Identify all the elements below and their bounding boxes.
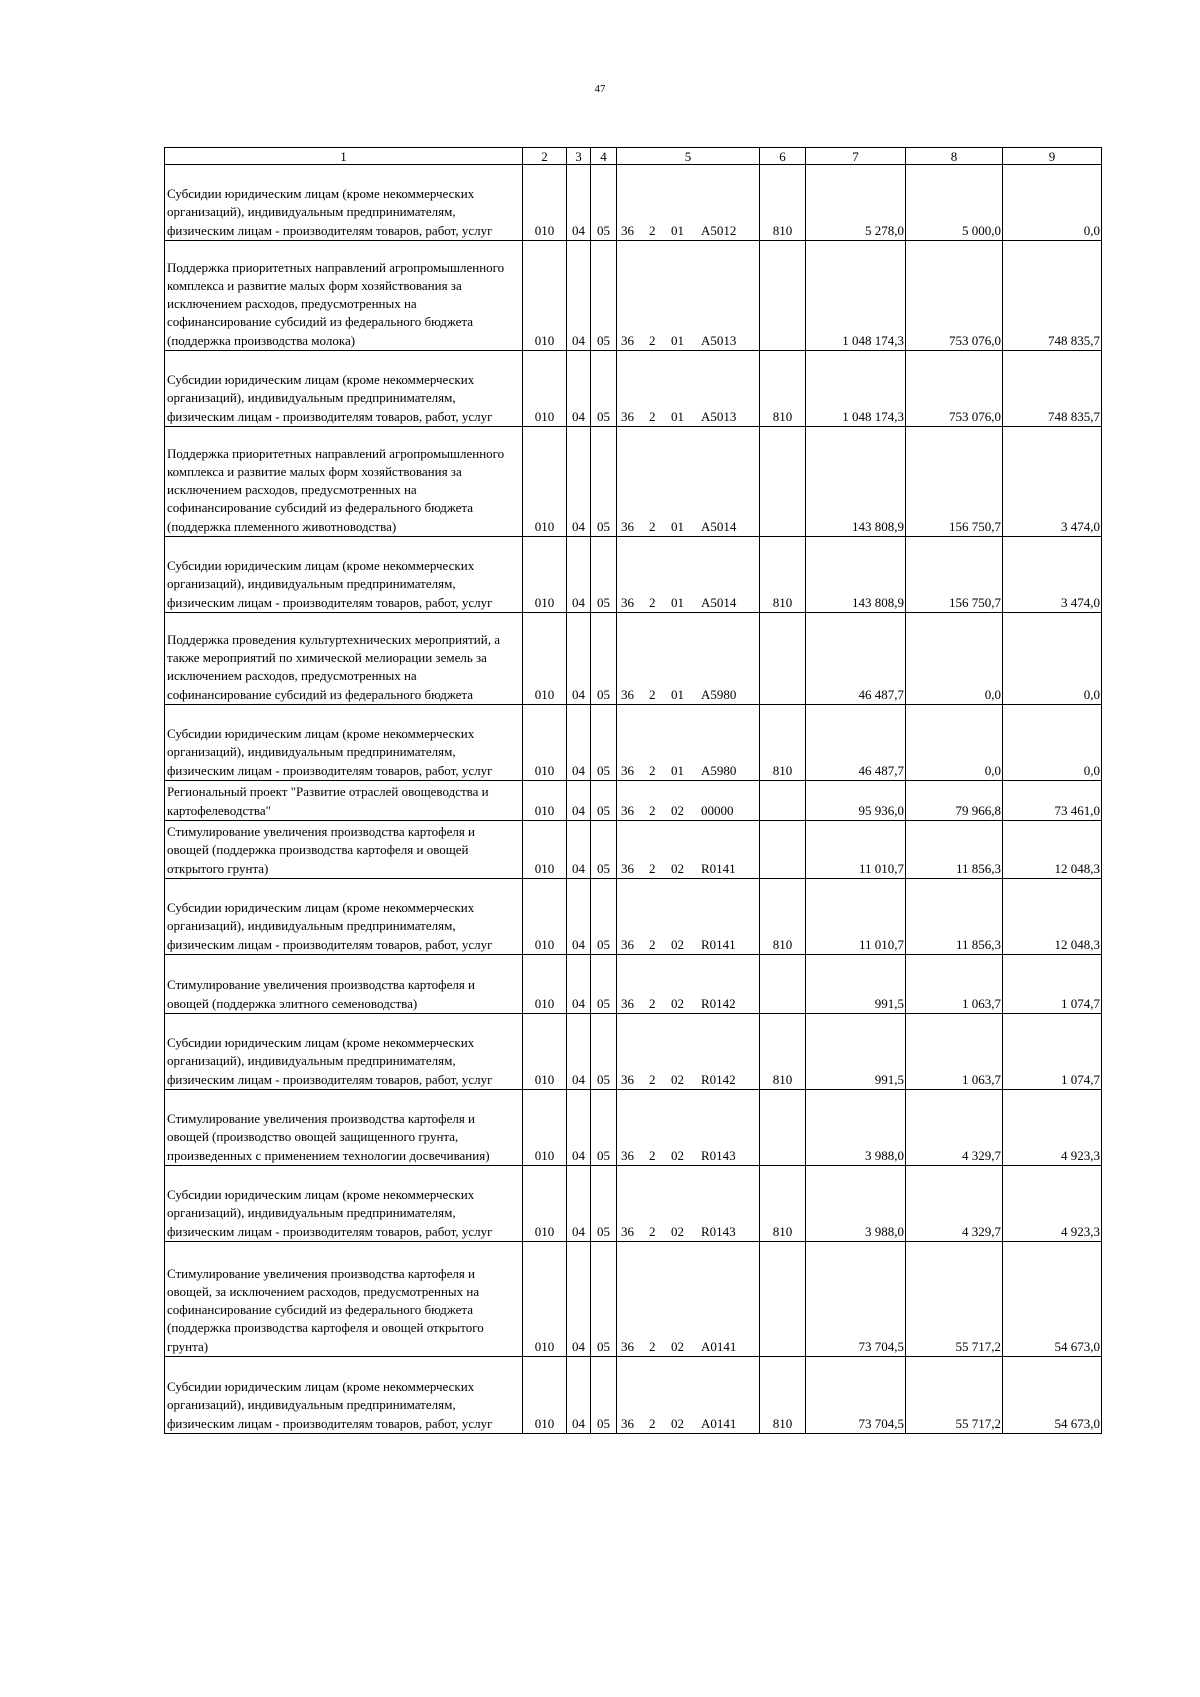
direction-code: A5980 (701, 687, 737, 702)
cell-amount-year-1: 46 487,7 (806, 613, 906, 705)
cell-amount-year-1: 1 048 174,3 (806, 351, 906, 427)
table-row (165, 613, 1102, 705)
project-code: 02 (671, 1416, 684, 1431)
target-code (617, 995, 759, 1013)
cell-amount-year-1: 1 048 174,3 (806, 241, 906, 351)
project-code: 01 (671, 333, 684, 348)
cell-amount-year-3: 0,0 (1003, 613, 1102, 705)
cell-subsection-2: 05 (591, 537, 617, 613)
program-code: 36 (621, 1224, 634, 1239)
target-code (617, 1415, 759, 1433)
cell-subsection-2: 05 (591, 821, 617, 879)
cell-target-code (617, 821, 760, 879)
row-name: Субсидии юридическим лицам (кроме некоммерческих организаций), индивидуальным предпринимателям, физическим лицам - производителям товаров, работ, услуг (165, 879, 523, 955)
cell-amount-year-2: 156 750,7 (906, 427, 1003, 537)
cell-amount-year-3: 748 835,7 (1003, 241, 1102, 351)
program-code: 36 (621, 763, 634, 778)
table-row (165, 1090, 1102, 1166)
cell-amount-year-3: 3 474,0 (1003, 537, 1102, 613)
cell-target-code (617, 1242, 760, 1357)
cell-amount-year-3: 3 474,0 (1003, 427, 1102, 537)
cell-target-code (617, 781, 760, 821)
project-code: 02 (671, 803, 684, 818)
row-name: Субсидии юридическим лицам (кроме некоммерческих организаций), индивидуальным предпринимателям, физическим лицам - производителям товаров, работ, услуг (165, 1014, 523, 1090)
cell-target-code (617, 1090, 760, 1166)
cell-expense-type (760, 1090, 806, 1166)
cell-section: 010 (523, 1357, 567, 1434)
row-name: Субсидии юридическим лицам (кроме некоммерческих организаций), индивидуальным предпринимателям, физическим лицам - производителям товаров, работ, услуг (165, 351, 523, 427)
header-cell-3: 3 (567, 148, 591, 165)
direction-code: A5014 (701, 595, 737, 610)
cell-subsection: 04 (567, 705, 591, 781)
cell-subsection: 04 (567, 955, 591, 1014)
cell-amount-year-3: 748 835,7 (1003, 351, 1102, 427)
cell-amount-year-3: 0,0 (1003, 705, 1102, 781)
cell-subsection: 04 (567, 781, 591, 821)
subprogram-code: 2 (649, 1224, 656, 1239)
cell-amount-year-2: 156 750,7 (906, 537, 1003, 613)
target-code (617, 594, 759, 612)
cell-amount-year-1: 991,5 (806, 1014, 906, 1090)
cell-section: 010 (523, 537, 567, 613)
target-code (617, 860, 759, 878)
cell-amount-year-1: 143 808,9 (806, 427, 906, 537)
cell-amount-year-3: 1 074,7 (1003, 1014, 1102, 1090)
header-cell-8: 8 (906, 148, 1003, 165)
row-name: Региональный проект "Развитие отраслей овощеводства и картофелеводства" (165, 781, 523, 821)
direction-code: A0141 (701, 1339, 737, 1354)
direction-code: A5013 (701, 409, 737, 424)
direction-code: 00000 (701, 803, 734, 818)
direction-code: A5014 (701, 519, 737, 534)
cell-amount-year-2: 1 063,7 (906, 1014, 1003, 1090)
direction-code: A5980 (701, 763, 737, 778)
cell-target-code (617, 427, 760, 537)
cell-amount-year-1: 46 487,7 (806, 705, 906, 781)
cell-expense-type (760, 613, 806, 705)
subprogram-code: 2 (649, 519, 656, 534)
table-row (165, 879, 1102, 955)
table-row (165, 427, 1102, 537)
cell-amount-year-2: 55 717,2 (906, 1357, 1003, 1434)
cell-expense-type: 810 (760, 165, 806, 241)
cell-subsection-2: 05 (591, 705, 617, 781)
cell-subsection-2: 05 (591, 427, 617, 537)
cell-target-code (617, 705, 760, 781)
program-code: 36 (621, 409, 634, 424)
row-name: Субсидии юридическим лицам (кроме некоммерческих организаций), индивидуальным предпринимателям, физическим лицам - производителям товаров, работ, услуг (165, 1166, 523, 1242)
project-code: 02 (671, 1339, 684, 1354)
row-name: Субсидии юридическим лицам (кроме некоммерческих организаций), индивидуальным предпринимателям, физическим лицам - производителям товаров, работ, услуг (165, 537, 523, 613)
row-name: Субсидии юридическим лицам (кроме некоммерческих организаций), индивидуальным предпринимателям, физическим лицам - производителям товаров, работ, услуг (165, 705, 523, 781)
cell-subsection: 04 (567, 613, 591, 705)
cell-subsection: 04 (567, 1014, 591, 1090)
subprogram-code: 2 (649, 409, 656, 424)
target-code (617, 802, 759, 820)
header-cell-4: 4 (591, 148, 617, 165)
cell-subsection-2: 05 (591, 1014, 617, 1090)
cell-subsection-2: 05 (591, 955, 617, 1014)
target-code (617, 936, 759, 954)
cell-amount-year-2: 1 063,7 (906, 955, 1003, 1014)
cell-amount-year-1: 3 988,0 (806, 1166, 906, 1242)
program-code: 36 (621, 595, 634, 610)
cell-subsection: 04 (567, 821, 591, 879)
cell-subsection-2: 05 (591, 241, 617, 351)
cell-target-code (617, 241, 760, 351)
row-name: Поддержка приоритетных направлений агропромышленного комплекса и развитие малых форм хозяйствования за исключением расходов, предусмотренных на софинансирование субсидий из федерального бюджета (поддержка племенного животноводства) (165, 427, 523, 537)
program-code: 36 (621, 1416, 634, 1431)
cell-amount-year-2: 753 076,0 (906, 241, 1003, 351)
cell-section: 010 (523, 1090, 567, 1166)
cell-amount-year-2: 0,0 (906, 705, 1003, 781)
cell-amount-year-3: 12 048,3 (1003, 879, 1102, 955)
cell-subsection-2: 05 (591, 781, 617, 821)
target-code (617, 1223, 759, 1241)
cell-section: 010 (523, 821, 567, 879)
program-code: 36 (621, 687, 634, 702)
subprogram-code: 2 (649, 1339, 656, 1354)
cell-amount-year-2: 4 329,7 (906, 1090, 1003, 1166)
subprogram-code: 2 (649, 803, 656, 818)
program-code: 36 (621, 861, 634, 876)
cell-section: 010 (523, 1242, 567, 1357)
cell-subsection-2: 05 (591, 1357, 617, 1434)
cell-section: 010 (523, 879, 567, 955)
table-row (165, 1014, 1102, 1090)
cell-subsection: 04 (567, 1090, 591, 1166)
direction-code: R0143 (701, 1148, 736, 1163)
cell-expense-type (760, 955, 806, 1014)
cell-section: 010 (523, 165, 567, 241)
row-name: Поддержка приоритетных направлений агропромышленного комплекса и развитие малых форм хозяйствования за исключением расходов, предусмотренных на софинансирование субсидий из федерального бюджета (поддержка производства молока) (165, 241, 523, 351)
cell-target-code (617, 1014, 760, 1090)
direction-code: R0142 (701, 1072, 736, 1087)
budget-table (164, 147, 1102, 1434)
table-row (165, 955, 1102, 1014)
direction-code: A5013 (701, 333, 737, 348)
cell-expense-type (760, 241, 806, 351)
program-code: 36 (621, 1148, 634, 1163)
target-code (617, 1147, 759, 1165)
cell-amount-year-1: 991,5 (806, 955, 906, 1014)
cell-subsection: 04 (567, 879, 591, 955)
cell-section: 010 (523, 781, 567, 821)
cell-amount-year-2: 0,0 (906, 613, 1003, 705)
cell-target-code (617, 537, 760, 613)
header-cell-5: 5 (617, 148, 760, 165)
cell-section: 010 (523, 1166, 567, 1242)
target-code (617, 1338, 759, 1356)
project-code: 01 (671, 595, 684, 610)
program-code: 36 (621, 1339, 634, 1354)
cell-target-code (617, 1166, 760, 1242)
table-row (165, 781, 1102, 821)
target-code (617, 686, 759, 704)
target-code (617, 408, 759, 426)
cell-subsection: 04 (567, 1357, 591, 1434)
cell-subsection-2: 05 (591, 1090, 617, 1166)
project-code: 02 (671, 861, 684, 876)
cell-target-code (617, 1357, 760, 1434)
project-code: 02 (671, 1072, 684, 1087)
cell-target-code (617, 955, 760, 1014)
header-cell-2: 2 (523, 148, 567, 165)
cell-amount-year-1: 11 010,7 (806, 821, 906, 879)
cell-expense-type: 810 (760, 879, 806, 955)
row-name: Поддержка проведения культуртехнических мероприятий, а также мероприятий по химической мелиорации земель за исключением расходов, предусмотренных на софинансирование субсидий из федерального бюджета (165, 613, 523, 705)
cell-subsection-2: 05 (591, 165, 617, 241)
cell-expense-type (760, 781, 806, 821)
cell-section: 010 (523, 241, 567, 351)
table-row (165, 1166, 1102, 1242)
cell-amount-year-1: 73 704,5 (806, 1242, 906, 1357)
cell-amount-year-2: 79 966,8 (906, 781, 1003, 821)
table-row (165, 165, 1102, 241)
target-code (617, 518, 759, 536)
project-code: 01 (671, 763, 684, 778)
cell-amount-year-1: 73 704,5 (806, 1357, 906, 1434)
project-code: 02 (671, 1224, 684, 1239)
header-cell-6: 6 (760, 148, 806, 165)
cell-amount-year-1: 5 278,0 (806, 165, 906, 241)
table-body (165, 148, 1102, 1434)
cell-amount-year-3: 54 673,0 (1003, 1242, 1102, 1357)
cell-amount-year-1: 11 010,7 (806, 879, 906, 955)
subprogram-code: 2 (649, 223, 656, 238)
cell-section: 010 (523, 613, 567, 705)
cell-expense-type: 810 (760, 537, 806, 613)
cell-amount-year-2: 11 856,3 (906, 879, 1003, 955)
cell-amount-year-2: 55 717,2 (906, 1242, 1003, 1357)
cell-section: 010 (523, 351, 567, 427)
cell-expense-type (760, 821, 806, 879)
header-cell-7: 7 (806, 148, 906, 165)
project-code: 01 (671, 687, 684, 702)
cell-subsection-2: 05 (591, 1166, 617, 1242)
cell-expense-type: 810 (760, 1357, 806, 1434)
program-code: 36 (621, 519, 634, 534)
cell-subsection: 04 (567, 241, 591, 351)
cell-target-code (617, 165, 760, 241)
target-code (617, 762, 759, 780)
subprogram-code: 2 (649, 763, 656, 778)
project-code: 01 (671, 223, 684, 238)
direction-code: R0141 (701, 937, 736, 952)
direction-code: A5012 (701, 223, 737, 238)
target-code (617, 222, 759, 240)
project-code: 01 (671, 519, 684, 534)
row-name: Субсидии юридическим лицам (кроме некоммерческих организаций), индивидуальным предпринимателям, физическим лицам - производителям товаров, работ, услуг (165, 1357, 523, 1434)
table-row (165, 1242, 1102, 1357)
project-code: 02 (671, 996, 684, 1011)
direction-code: R0143 (701, 1224, 736, 1239)
cell-subsection: 04 (567, 1242, 591, 1357)
cell-section: 010 (523, 427, 567, 537)
cell-amount-year-1: 95 936,0 (806, 781, 906, 821)
direction-code: A0141 (701, 1416, 737, 1431)
program-code: 36 (621, 996, 634, 1011)
cell-section: 010 (523, 1014, 567, 1090)
cell-expense-type (760, 427, 806, 537)
cell-expense-type: 810 (760, 705, 806, 781)
cell-target-code (617, 879, 760, 955)
subprogram-code: 2 (649, 1416, 656, 1431)
program-code: 36 (621, 1072, 634, 1087)
cell-amount-year-1: 3 988,0 (806, 1090, 906, 1166)
cell-expense-type: 810 (760, 351, 806, 427)
program-code: 36 (621, 937, 634, 952)
project-code: 02 (671, 1148, 684, 1163)
table-row (165, 537, 1102, 613)
cell-amount-year-2: 4 329,7 (906, 1166, 1003, 1242)
cell-amount-year-1: 143 808,9 (806, 537, 906, 613)
cell-amount-year-3: 54 673,0 (1003, 1357, 1102, 1434)
direction-code: R0141 (701, 861, 736, 876)
program-code: 36 (621, 803, 634, 818)
project-code: 01 (671, 409, 684, 424)
cell-amount-year-3: 12 048,3 (1003, 821, 1102, 879)
direction-code: R0142 (701, 996, 736, 1011)
target-code (617, 332, 759, 350)
row-name: Стимулирование увеличения производства картофеля и овощей, за исключением расходов, предусмотренных на софинансирование субсидий из федерального бюджета (поддержка производства картофеля и овощей открытого грунта) (165, 1242, 523, 1357)
subprogram-code: 2 (649, 861, 656, 876)
cell-subsection-2: 05 (591, 879, 617, 955)
cell-subsection: 04 (567, 537, 591, 613)
program-code: 36 (621, 223, 634, 238)
cell-section: 010 (523, 705, 567, 781)
cell-amount-year-3: 4 923,3 (1003, 1090, 1102, 1166)
cell-subsection: 04 (567, 427, 591, 537)
cell-expense-type: 810 (760, 1166, 806, 1242)
table-row (165, 1357, 1102, 1434)
cell-expense-type: 810 (760, 1014, 806, 1090)
subprogram-code: 2 (649, 595, 656, 610)
header-cell-9: 9 (1003, 148, 1102, 165)
table-row (165, 705, 1102, 781)
subprogram-code: 2 (649, 996, 656, 1011)
cell-subsection: 04 (567, 1166, 591, 1242)
subprogram-code: 2 (649, 687, 656, 702)
row-name: Субсидии юридическим лицам (кроме некоммерческих организаций), индивидуальным предпринимателям, физическим лицам - производителям товаров, работ, услуг (165, 165, 523, 241)
cell-amount-year-2: 11 856,3 (906, 821, 1003, 879)
table-row (165, 821, 1102, 879)
header-cell-1: 1 (165, 148, 523, 165)
table-row (165, 351, 1102, 427)
cell-section: 010 (523, 955, 567, 1014)
cell-subsection: 04 (567, 165, 591, 241)
cell-amount-year-3: 73 461,0 (1003, 781, 1102, 821)
cell-target-code (617, 613, 760, 705)
cell-expense-type (760, 1242, 806, 1357)
program-code: 36 (621, 333, 634, 348)
row-name: Стимулирование увеличения производства картофеля и овощей (поддержка производства картофеля и овощей открытого грунта) (165, 821, 523, 879)
row-name: Стимулирование увеличения производства картофеля и овощей (производство овощей защищенного грунта, произведенных с применением технологии досвечивания) (165, 1090, 523, 1166)
subprogram-code: 2 (649, 333, 656, 348)
row-name: Стимулирование увеличения производства картофеля и овощей (поддержка элитного семеноводства) (165, 955, 523, 1014)
cell-target-code (617, 351, 760, 427)
header-row (165, 148, 1102, 165)
cell-subsection-2: 05 (591, 613, 617, 705)
cell-amount-year-3: 1 074,7 (1003, 955, 1102, 1014)
cell-amount-year-2: 753 076,0 (906, 351, 1003, 427)
cell-amount-year-2: 5 000,0 (906, 165, 1003, 241)
project-code: 02 (671, 937, 684, 952)
cell-subsection: 04 (567, 351, 591, 427)
table-row (165, 241, 1102, 351)
cell-subsection-2: 05 (591, 351, 617, 427)
cell-subsection-2: 05 (591, 1242, 617, 1357)
subprogram-code: 2 (649, 937, 656, 952)
subprogram-code: 2 (649, 1148, 656, 1163)
page-number: 47 (594, 83, 606, 95)
cell-amount-year-3: 4 923,3 (1003, 1166, 1102, 1242)
subprogram-code: 2 (649, 1072, 656, 1087)
cell-amount-year-3: 0,0 (1003, 165, 1102, 241)
target-code (617, 1071, 759, 1089)
